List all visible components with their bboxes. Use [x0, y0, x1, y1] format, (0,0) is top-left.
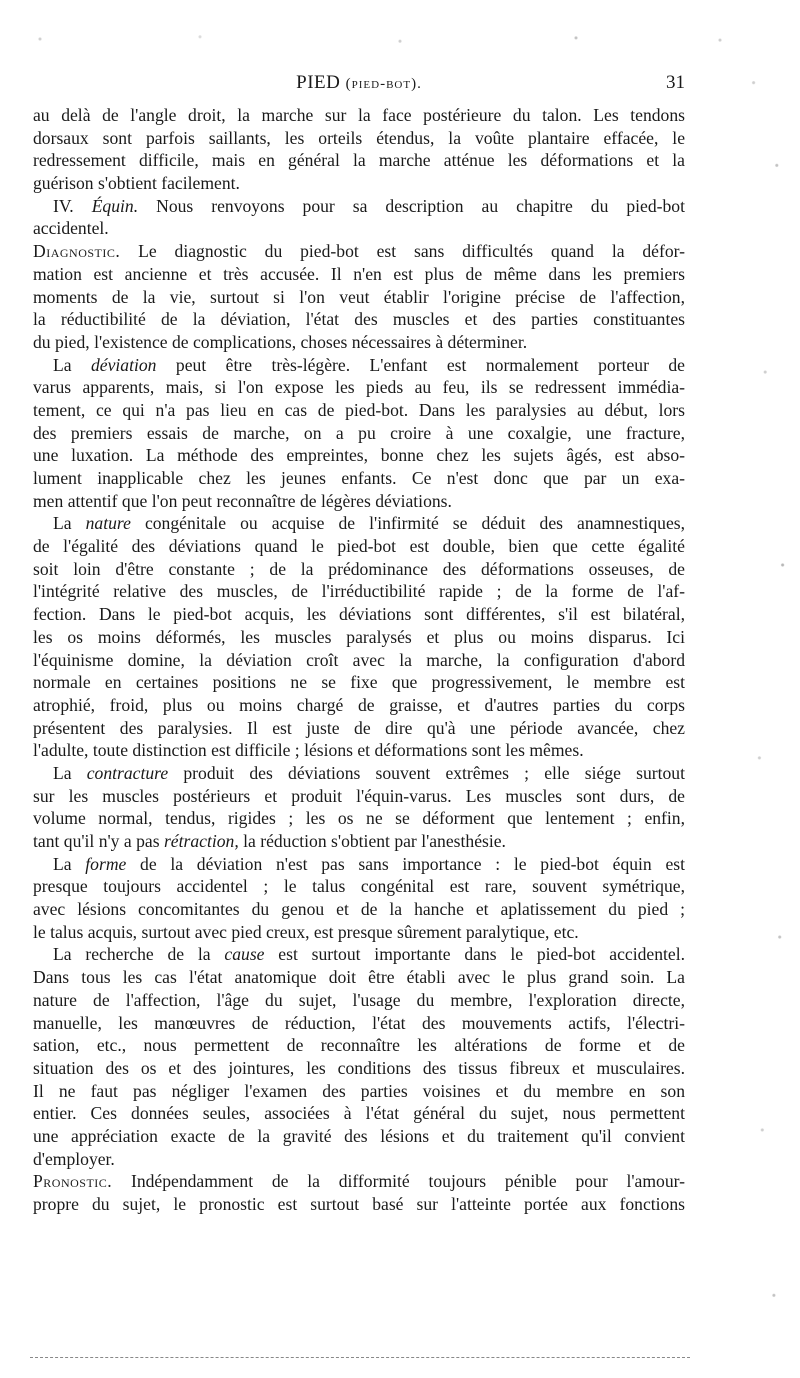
text-line [33, 671, 685, 694]
text-run: sur les muscles postérieurs et produit l'équin-varus. Les muscles sont durs, de [33, 785, 685, 806]
text-line [33, 1170, 685, 1193]
text-line [33, 1125, 685, 1148]
text-line [33, 921, 685, 944]
text-run: la réductibilité de la déviation, l'état des muscles et des parties constituantes [33, 309, 685, 330]
text-run: situation des os et des jointures, les conditions des tissus fibreux et musculaires. [33, 1057, 685, 1078]
text-line [33, 1102, 685, 1125]
running-title [33, 72, 685, 94]
text-run: Dans tous les cas l'état anatomique doit être établi avec le plus grand soin. La [33, 967, 685, 988]
text-run: Indépendamment de la difformité toujours pénible pour l'amour- [112, 1171, 685, 1192]
emphasis-term: forme [85, 853, 127, 874]
text-run: guérison s'obtient facilement. [33, 173, 240, 194]
text-line [33, 649, 685, 672]
text-line [33, 149, 685, 172]
text-run: propre du sujet, le pronostic est surtout basé sur l'atteinte portée aux fonctions [33, 1194, 685, 1214]
text-line [33, 739, 685, 762]
text-line [33, 580, 685, 603]
text-line [33, 785, 685, 808]
text-line [33, 603, 685, 626]
text-run: nature de l'affection, l'âge du sujet, l'usage du membre, l'exploration directe, [33, 989, 685, 1010]
text-run: IV. [53, 195, 92, 216]
text-run: de la déviation n'est pas sans importance : le pied-bot équin est [126, 853, 685, 874]
text-line [33, 966, 685, 989]
text-line [33, 626, 685, 649]
text-line [33, 263, 685, 286]
text-line [33, 308, 685, 331]
text-line [33, 1012, 685, 1035]
text-run: de l'égalité des déviations quand le pied-bot est double, bien que cette égalité [33, 536, 685, 557]
running-title-sub: (pied-bot). [345, 76, 422, 92]
text-run: dorsaux sont parfois saillants, les orteils étendus, la voûte plantaire effacée, le [33, 127, 685, 148]
emphasis-term: Équin. [91, 195, 139, 216]
text-run: présentent des paralysies. Il est juste de dire qu'à une période avancée, chez [33, 717, 685, 738]
text-line [33, 399, 685, 422]
emphasis-term: cause [224, 944, 265, 965]
text-line [33, 1193, 685, 1216]
bottom-dashed-rule [30, 1357, 690, 1358]
text-run: au delà de l'angle droit, la marche sur la face postérieure du talon. Les tendons [33, 105, 685, 125]
text-run: sation, etc., nous permettent de reconnaître les altérations de forme et de [33, 1035, 685, 1056]
emphasis-term: rétraction, [163, 831, 239, 851]
text-run: redressement difficile, mais en général la marche atténue les déformations et la [33, 150, 685, 171]
text-line [33, 490, 685, 513]
text-line [33, 422, 685, 445]
text-run: varus apparents, mais, si l'on expose les pieds au feu, ils se redressent immédia- [33, 377, 685, 398]
text-line [33, 1080, 685, 1103]
text-run: moments de la vie, surtout si l'on veut établir l'origine précise de l'affection, [33, 286, 685, 307]
scan-noise-edge [742, 0, 800, 1378]
text-line [33, 354, 685, 377]
text-run: presque toujours accidentel ; le talus congénital est rare, souvent symétrique, [33, 876, 685, 897]
text-run: une luxation. La méthode des empreintes, bonne chez les sujets âgés, est abso- [33, 445, 685, 466]
text-run: la réduction s'obtient par l'anesthésie. [238, 831, 506, 851]
text-run: mation est ancienne et très accusée. Il n'en est plus de même dans les premiers [33, 263, 685, 284]
text-line [33, 331, 685, 354]
text-run: Nous renvoyons pour sa description au chapitre du pied-bot [138, 195, 685, 216]
text-line [33, 127, 685, 150]
text-line [33, 376, 685, 399]
text-run: peut être très-légère. L'enfant est normalement porteur de [156, 354, 685, 375]
text-line [33, 172, 685, 195]
text-run: tant qu'il n'y a pas [33, 831, 164, 851]
text-run: l'équinisme domine, la déviation croît avec la marche, la configuration d'abord [33, 649, 685, 670]
text-line [33, 853, 685, 876]
text-run: atrophié, froid, plus ou moins chargé de graisse, et d'autres parties du corps [33, 694, 685, 715]
text-run: tement, ce qui n'a pas lieu en cas de pied-bot. Dans les paralysies au début, lors [33, 399, 685, 420]
text-run: entier. Ces données seules, associées à l'état général du sujet, nous permettent [33, 1103, 685, 1124]
text-line [33, 195, 685, 218]
text-run: manuelle, les manœuvres de réduction, l'état des mouvements actifs, l'électri- [33, 1012, 685, 1033]
emphasis-term: nature [85, 513, 131, 534]
scan-noise-top [0, 28, 800, 50]
text-line [33, 694, 685, 717]
text-line [33, 875, 685, 898]
text-run: le talus acquis, surtout avec pied creux, est presque sûrement paralytique, etc. [33, 921, 579, 942]
text-line [33, 558, 685, 581]
text-line [33, 1148, 685, 1171]
text-run: La recherche de la [53, 944, 225, 965]
text-run: avec lésions concomitantes du genou et de la hanche et aplatissement du pied ; [33, 899, 685, 920]
text-run: soit loin d'être constante ; de la prédominance des déformations osseuses, de [33, 558, 685, 579]
text-run: normale en certaines positions ne se fixe que progressivement, le membre est [33, 672, 685, 693]
body-text [33, 104, 685, 1216]
text-run: men attentif que l'on peut reconnaître de légères déviations. [33, 490, 452, 511]
text-line [33, 535, 685, 558]
text-run: l'adulte, toute distinction est difficile ; lésions et déformations sont les mêmes. [33, 740, 584, 761]
text-line [33, 467, 685, 490]
text-run: est surtout importante dans le pied-bot accidentel. [264, 944, 685, 965]
text-line [33, 104, 685, 127]
text-run: lument inapplicable chez les jeunes enfants. Ce n'est donc que par un exa- [33, 468, 685, 488]
text-line [33, 217, 685, 240]
text-run: les os moins déformés, les muscles paralysés et plus ou moins disparus. Ici [33, 626, 685, 647]
text-line [33, 1034, 685, 1057]
text-run: Le diagnostic du pied-bot est sans difficultés quand la défor- [120, 241, 685, 262]
text-run: La [53, 354, 91, 375]
text-run: produit des déviations souvent extrêmes ; elle siége surtout [168, 762, 685, 783]
text-run: accidentel. [33, 218, 109, 239]
section-heading: Pronostic. [33, 1171, 113, 1192]
text-run: Il ne faut pas négliger l'examen des parties voisines et du membre en son [33, 1080, 685, 1101]
running-title-main: PIED [296, 72, 341, 93]
text-line [33, 1057, 685, 1080]
page-number: 31 [666, 72, 685, 93]
text-run: l'intégrité relative des muscles, de l'irréductibilité rapide ; de la forme de l'af- [33, 581, 685, 602]
text-line [33, 807, 685, 830]
section-heading: Diagnostic. [33, 241, 121, 262]
text-run: La [53, 513, 86, 534]
running-header [33, 72, 685, 98]
text-line [33, 898, 685, 921]
text-run: d'employer. [33, 1148, 115, 1169]
text-run: La [53, 762, 87, 783]
text-line [33, 943, 685, 966]
text-line [33, 240, 685, 263]
text-run: une appréciation exacte de la gravité des lésions et du traitement qu'il convient [33, 1125, 685, 1146]
text-line [33, 989, 685, 1012]
text-line [33, 762, 685, 785]
text-line [33, 717, 685, 740]
text-line [33, 286, 685, 309]
emphasis-term: contracture [86, 762, 169, 783]
text-line [33, 512, 685, 535]
text-run: des premiers essais de marche, on a pu croire à une coxalgie, une fracture, [33, 422, 685, 443]
text-run: fection. Dans le pied-bot acquis, les déviations sont différentes, s'il est bilatéral, [33, 604, 685, 625]
text-line [33, 444, 685, 467]
text-run: congénitale ou acquise de l'infirmité se déduit des anamnestiques, [130, 513, 685, 534]
text-run: La [53, 853, 86, 874]
text-line [33, 830, 685, 853]
text-run: du pied, l'existence de complications, choses nécessaires à déterminer. [33, 331, 528, 352]
emphasis-term: déviation [91, 354, 157, 375]
text-run: volume normal, tendus, rigides ; les os ne se déforment que lentement ; enfin, [33, 808, 685, 829]
